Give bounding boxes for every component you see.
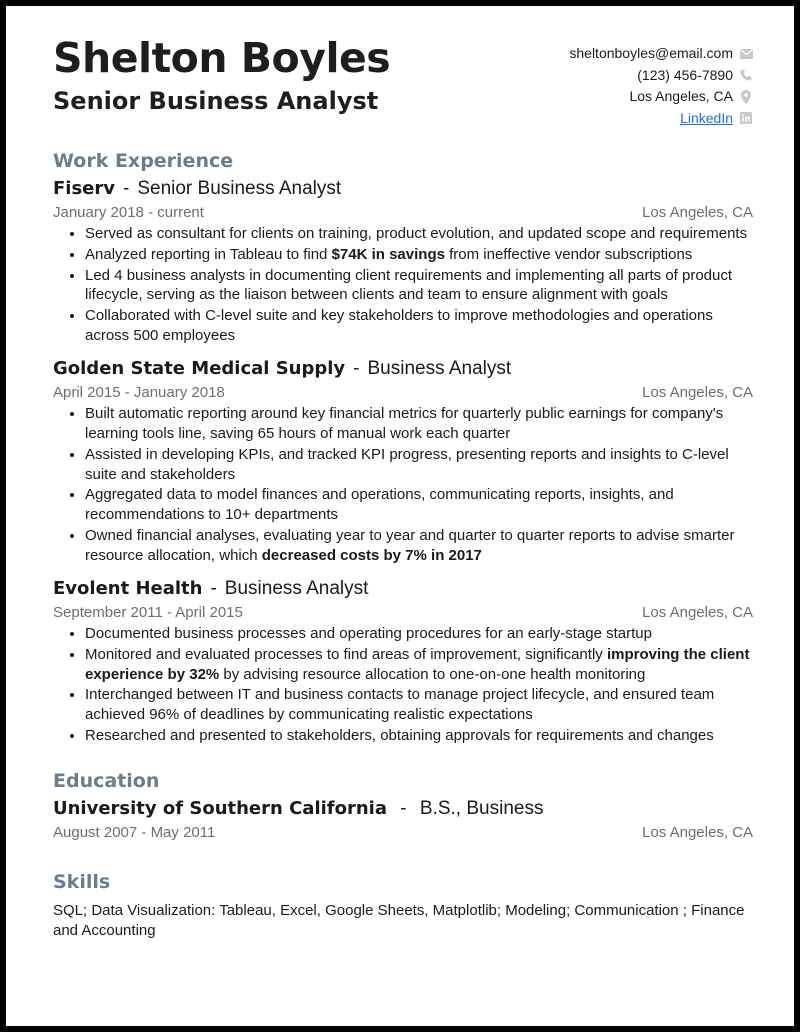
bullet-text: by advising resource allocation to one-on-one health monitoring — [219, 665, 646, 683]
bullet-text: Served as consultant for clients on training, product evolution, and updated scope and requirements — [85, 225, 748, 242]
bullet-highlight: decreased costs by 7% in 2017 — [261, 546, 482, 564]
bullet-highlight: improving the client experience by 32% — [85, 645, 750, 683]
location-text: Los Angeles, CA — [629, 88, 733, 104]
job-role: Business Analyst — [367, 358, 512, 380]
bullet-text: from ineffective vendor subscriptions — [444, 245, 693, 263]
contact-linkedin — [569, 108, 753, 130]
job-location: Los Angeles, CA — [642, 604, 753, 622]
bullet-item — [85, 306, 753, 345]
header — [53, 36, 753, 132]
contact-email — [569, 43, 753, 65]
job-location: Los Angeles, CA — [642, 384, 753, 402]
section-title-skills: Skills — [53, 870, 111, 893]
job-header — [53, 578, 753, 600]
contact-info — [569, 43, 753, 129]
bullet-text: Monitored and evaluated processes to find areas of improvement, significantly — [85, 645, 607, 663]
separator: - — [353, 358, 360, 380]
job-meta — [53, 204, 753, 221]
bullet-text: Aggregated data to model finances and operations, communicating reports, insights, and recommendations to 10+ departments — [85, 486, 674, 524]
bullet-text: Led 4 business analysts in documenting client requirements and implementing all parts of product lifecycle, serving as the liaison between clients and team to ensure alignment with goals — [85, 266, 733, 304]
separator: - — [123, 178, 130, 199]
job-role: Business Analyst — [224, 578, 369, 600]
section-title-work: Work Experience — [53, 150, 234, 172]
bullet-item — [85, 445, 753, 484]
job-role: Senior Business Analyst — [137, 178, 342, 199]
bullet-item — [85, 645, 753, 684]
envelope-icon — [739, 47, 753, 61]
bullet-text: Assisted in developing KPIs, and tracked KPI progress, presenting reports and insights to C-level suite and stakeholders — [85, 445, 729, 483]
job-entry — [53, 578, 753, 745]
company-name: Evolent Health — [53, 578, 203, 600]
school-name: University of Southern California — [53, 797, 388, 819]
job-meta — [53, 604, 753, 621]
bullet-text: Interchanged between IT and business contacts to manage project lifecycle, and ensured team achieved 96% of deadlines by communicating realistic expectations — [85, 686, 715, 724]
bullet-highlight: $74K in savings — [331, 245, 445, 263]
bullet-text: Researched and presented to stakeholders, obtaining approvals for requirements and changes — [85, 726, 714, 744]
job-header — [53, 358, 753, 380]
education-header — [53, 798, 753, 820]
bullet-item — [85, 685, 753, 724]
job-location: Los Angeles, CA — [642, 204, 753, 221]
resume-content — [53, 36, 753, 941]
job-list — [53, 178, 753, 746]
bullet-item — [85, 266, 753, 305]
separator: - — [400, 797, 407, 819]
bullet-item — [85, 526, 753, 565]
map-pin-icon — [739, 90, 753, 104]
job-bullets — [53, 224, 753, 345]
linkedin-icon — [739, 111, 753, 125]
skills-text: SQL; Data Visualization: Tableau, Excel, Google Sheets, Matplotlib; Modeling; Communication ; Finance and Accounting — [53, 901, 745, 939]
company-name: Fiserv — [53, 178, 115, 199]
job-meta — [53, 384, 753, 401]
company-name: Golden State Medical Supply — [53, 358, 346, 380]
phone-icon — [739, 68, 753, 82]
job-entry — [53, 178, 753, 345]
job-dates: January 2018 - current — [53, 204, 204, 221]
education-location: Los Angeles, CA — [642, 823, 753, 841]
candidate-title: Senior Business Analyst — [53, 87, 379, 116]
education-section — [53, 770, 753, 841]
separator: - — [210, 578, 217, 600]
field-of-study: Business — [466, 797, 544, 819]
phone-text[interactable]: (123) 456-7890 — [637, 66, 733, 83]
job-dates: September 2011 - April 2015 — [53, 604, 243, 622]
bullet-item — [85, 245, 753, 265]
contact-phone — [569, 65, 753, 87]
job-bullets — [53, 624, 753, 745]
bullet-item — [85, 485, 753, 524]
work-experience-section — [53, 150, 753, 746]
job-header — [53, 178, 753, 200]
skills-section — [53, 871, 753, 941]
job-bullets — [53, 404, 753, 565]
candidate-name: Shelton Boyles — [53, 34, 391, 82]
bullet-item — [85, 404, 753, 443]
bullet-text: Documented business processes and operating procedures for an early-stage startup — [85, 625, 652, 643]
section-title-education: Education — [53, 769, 160, 792]
resume-page — [6, 6, 794, 1026]
degree: B.S., — [419, 797, 462, 819]
bullet-text: Built automatic reporting around key financial metrics for quarterly public earnings for company's learning tools line, saving 65 hours of manual work each quarter — [85, 405, 724, 443]
education-dates: August 2007 - May 2011 — [53, 823, 216, 841]
bullet-item — [85, 726, 753, 746]
bullet-item — [85, 624, 753, 644]
education-meta — [53, 824, 753, 841]
bullet-text: Analyzed reporting in Tableau to find — [85, 245, 332, 263]
bullet-text: Owned financial analyses, evaluating year to year and quarter to quarter reports to advise smarter resource allocation, which — [85, 526, 735, 564]
linkedin-link[interactable]: LinkedIn — [680, 109, 733, 126]
contact-location — [569, 86, 753, 108]
job-dates: April 2015 - January 2018 — [53, 384, 225, 402]
bullet-text: Collaborated with C-level suite and key stakeholders to improve methodologies and operations across 500 employees — [85, 307, 713, 344]
email-text[interactable]: sheltonboyles@email.com — [569, 45, 733, 61]
bullet-item — [85, 224, 753, 244]
job-entry — [53, 358, 753, 565]
